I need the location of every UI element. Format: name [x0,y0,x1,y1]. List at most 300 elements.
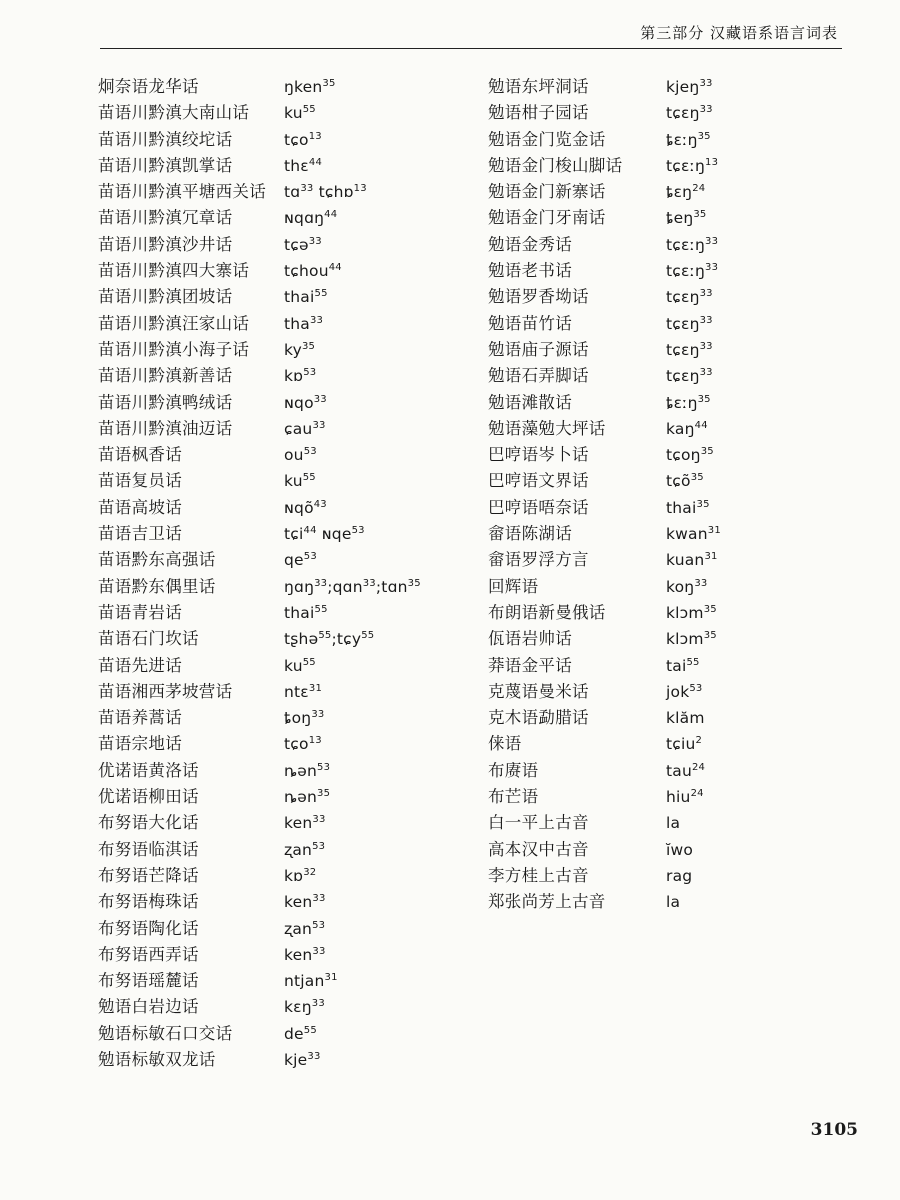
word-form [284,705,324,731]
language-name: 苗语川黔滇沙井话 [98,234,233,254]
phonetic-form: tɕiu [666,735,696,754]
language-name: 李方桂上古音 [488,865,589,885]
language-name: 巴哼语岑卜话 [488,445,589,465]
tone-number: 33 [699,367,713,379]
tone-number: 24 [690,788,704,800]
tone-number: 33 [699,340,713,352]
entry-row [98,284,478,310]
phonetic-form: kɛŋ [284,998,312,1017]
tone-number: 33 [312,945,326,957]
language-name: 布芒语 [488,787,539,807]
phonetic-form: tɕɛːŋ [666,235,706,254]
page-number: 3105 [810,1120,858,1140]
phonetic-form: tau [666,761,692,780]
entry-row [98,863,478,889]
running-header [100,18,842,49]
word-form [284,100,316,126]
entry-row [98,363,478,389]
word-form [666,337,713,363]
language-name: 布努语瑶麓话 [98,971,199,991]
language-name: 苗语川黔滇团坡话 [98,287,233,307]
word-form [284,205,337,231]
language-name: 勉语金门牙南话 [488,208,606,228]
language-name: 克木语勐腊话 [488,708,589,728]
phonetic-form: ŋɑŋ [284,577,315,596]
entry-row [98,232,478,258]
tone-number: 35 [322,78,336,89]
word-form [666,600,717,626]
phonetic-form: tha [284,314,310,333]
entry-row [488,284,848,310]
language-name: 苗语川黔滇汪家山话 [98,313,250,333]
word-form [666,731,702,757]
word-form [666,100,713,126]
language-name: 勉语藻勉大坪话 [488,418,606,438]
language-name: 勉语金秀话 [488,234,572,254]
tone-number: 55 [303,1024,317,1036]
word-form [666,284,713,310]
entry-row [98,521,478,547]
language-name: 布赓语 [488,760,539,780]
phonetic-form: ;qɑn [327,577,363,596]
phonetic-form: kɒ [284,367,304,386]
tone-number: 44 [308,156,323,168]
tone-number: 43 [313,498,327,510]
tone-number: 35 [703,630,717,642]
entry-row [98,942,478,968]
language-name: 勉语罗香坳话 [488,287,589,307]
word-form [284,547,317,573]
entry-row [488,679,848,705]
entry-row [98,547,478,573]
phonetic-form: ȶɛŋ [666,183,693,202]
right-column [488,74,848,916]
phonetic-form: ȶɛːŋ [666,393,698,412]
phonetic-form: ɕau [284,419,313,438]
tone-number: 35 [697,130,711,142]
phonetic-form: ȶoŋ [284,709,312,728]
language-name: 苗语川黔滇油迈话 [98,418,233,438]
phonetic-form: kjeŋ [666,78,700,96]
tone-number: 35 [703,603,717,615]
phonetic-form: thai [284,288,315,307]
entry-row [98,390,478,416]
entry-row [488,337,848,363]
language-name: 布朗语新曼俄话 [488,602,606,622]
entry-row [98,442,478,468]
phonetic-form: tʂhə [284,630,319,649]
phonetic-form: ɴqe [316,525,352,544]
tone-number: 35 [700,446,714,458]
word-form [666,863,692,889]
entry-row [98,994,478,1020]
entry-row [98,127,478,153]
phonetic-form: tɕhou [284,262,329,281]
language-name: 畲语陈湖话 [488,524,572,544]
tone-number: 55 [361,630,375,642]
word-form [666,363,713,389]
phonetic-form: qe [284,551,304,570]
entry-row [488,495,848,521]
word-form [284,416,326,442]
entry-row [98,679,478,705]
phonetic-form: kje [284,1050,308,1069]
language-name: 回辉语 [488,576,539,596]
phonetic-form: tɕõ [666,472,691,491]
tone-number: 13 [705,156,719,168]
tone-number: 33 [300,183,314,195]
phonetic-form: kwan [666,525,708,544]
entry-row [488,468,848,494]
entry-row [98,1047,478,1073]
phonetic-form: klɔm [666,630,704,649]
phonetic-form: ȶɛːŋ [666,130,698,149]
entry-row [488,547,848,573]
entry-row [98,731,478,757]
language-name: 苗语川黔滇绞坨话 [98,129,233,149]
phonetic-form: jok [666,682,690,701]
word-form [666,837,693,863]
word-form [666,679,703,705]
word-form [284,74,336,100]
language-name: 勉语柑子园话 [488,103,589,123]
entry-row [98,311,478,337]
tone-number: 33 [694,577,708,589]
tone-number: 32 [303,866,317,878]
phonetic-form: kaŋ [666,419,695,438]
entry-row [488,863,848,889]
entry-row [488,179,848,205]
entry-row [488,653,848,679]
word-form [284,679,322,705]
language-name: 佤语岩帅话 [488,629,572,649]
language-name: 勉语庙子源话 [488,339,589,359]
language-name: 高本汉中古音 [488,839,589,859]
tone-number: 33 [310,314,324,326]
phonetic-form: tɕhɒ [313,183,354,202]
tone-number: 55 [314,288,328,300]
phonetic-form: ȵən [284,761,318,780]
tone-number: 55 [314,603,328,615]
phonetic-form: klɔm [666,603,704,622]
entry-row [98,889,478,915]
word-form [284,837,325,863]
word-form [284,337,315,363]
left-column [98,74,478,1073]
language-name: 苗语吉卫话 [98,524,182,544]
entry-row [98,100,478,126]
phonetic-form: ŋken [284,78,323,96]
language-name: 苗语湘西茅坡营话 [98,681,233,701]
word-form [284,284,328,310]
word-form [284,810,326,836]
phonetic-form: tɕɛŋ [666,367,700,386]
entry-row [98,495,478,521]
word-form [284,311,323,337]
entry-row [98,916,478,942]
phonetic-form: kuan [666,551,705,570]
tone-number: 31 [707,525,721,537]
entry-row [488,442,848,468]
entry-row [98,1021,478,1047]
phonetic-form: ʐan [284,919,313,938]
language-name: 克蔑语曼米话 [488,681,589,701]
phonetic-form: rag [666,866,693,885]
entry-row [98,258,478,284]
entry-row [488,705,848,731]
word-form [284,363,316,389]
tone-number: 31 [324,972,338,984]
language-name: 巴哼语唔奈话 [488,497,589,517]
phonetic-form: tai [666,656,687,675]
phonetic-form: thai [666,498,697,517]
tone-number: 33 [312,814,326,826]
word-form [284,994,325,1020]
tone-number: 55 [318,630,332,642]
entry-row [488,784,848,810]
phonetic-form: ky [284,340,302,359]
word-form [666,784,704,810]
tone-number: 35 [302,340,316,352]
phonetic-form: ken [284,814,313,833]
word-form [666,416,708,442]
entry-row [488,731,848,757]
tone-number: 55 [686,656,700,668]
entry-row [98,179,478,205]
tone-number: 53 [317,761,331,773]
entry-row [98,705,478,731]
language-name: 勉语东坪洞话 [488,77,589,96]
entry-row [98,837,478,863]
entry-row [98,205,478,231]
phonetic-form: ken [284,893,313,912]
entry-row [98,784,478,810]
language-name: 勉语苗竹话 [488,313,572,333]
phonetic-form: koŋ [666,577,695,596]
word-form [666,758,705,784]
tone-number: 33 [311,709,325,721]
entry-row [98,337,478,363]
word-form [666,468,704,494]
word-form [666,810,680,836]
word-form [666,574,707,600]
word-form [284,258,342,284]
phonetic-form: ɴqo [284,393,314,412]
word-form [284,153,322,179]
word-form [666,442,714,468]
word-form [284,521,365,547]
entry-row [98,600,478,626]
phonetic-form: ku [284,472,303,491]
word-form [284,653,316,679]
phonetic-form: tɕɛŋ [666,288,700,307]
tone-number: 53 [351,525,365,537]
tone-number: 35 [690,472,704,484]
language-name: 苗语川黔滇凯掌话 [98,155,233,175]
entry-row [488,363,848,389]
tone-number: 33 [312,893,326,905]
entry-row [488,100,848,126]
tone-number: 33 [699,104,713,116]
tone-number: 33 [699,78,713,89]
language-name: 苗语复员话 [98,471,182,491]
entry-row [98,74,478,100]
language-name: 苗语养蒿话 [98,708,182,728]
word-form [666,232,718,258]
word-form [284,731,322,757]
entry-row [488,258,848,284]
phonetic-form: tɕi [284,525,304,544]
word-form [666,521,721,547]
entry-row [488,74,848,100]
tone-number: 44 [328,262,342,274]
entry-row [488,205,848,231]
language-name: 苗语川黔滇新善话 [98,366,233,386]
entry-row [488,153,848,179]
word-form [666,153,718,179]
word-form [666,205,706,231]
tone-number: 44 [324,209,338,221]
word-form [666,653,700,679]
language-name: 布努语芒降话 [98,865,199,885]
tone-number: 53 [689,682,703,694]
word-form [284,1021,317,1047]
tone-number: 33 [311,998,325,1010]
phonetic-form: tɕə [284,235,309,254]
phonetic-form: ken [284,945,313,964]
language-name: 苗语高坡话 [98,497,182,517]
word-form [666,258,718,284]
tone-number: 33 [313,393,327,405]
language-name: 巴哼语文界话 [488,471,589,491]
tone-number: 53 [312,919,326,931]
tone-number: 35 [697,393,711,405]
phonetic-form: tɕo [284,735,309,754]
word-form [284,863,316,889]
tone-number: 13 [353,183,367,195]
phonetic-form: ȶeŋ [666,209,694,228]
entry-row [488,837,848,863]
word-form [666,127,711,153]
phonetic-form: ;tɕy [331,630,362,649]
entry-row [488,311,848,337]
word-form [666,390,711,416]
phonetic-form: tɕɛːŋ [666,262,706,281]
phonetic-form: la [666,893,681,912]
language-name: 苗语石门坎话 [98,629,199,649]
phonetic-form: tɕɛŋ [666,340,700,359]
tone-number: 35 [693,209,707,221]
entry-row [98,574,478,600]
language-name: 勉语标敏石口交话 [98,1023,233,1043]
entry-row [488,889,848,915]
tone-number: 33 [699,314,713,326]
entry-row [488,574,848,600]
phonetic-form: thɛ [284,156,309,175]
phonetic-form: ĭwo [666,840,694,859]
header-title: 第三部分 汉藏语系语言词表 [640,24,838,42]
entry-row [488,416,848,442]
language-name: 布努语陶化话 [98,918,199,938]
word-form [666,705,705,731]
word-form [666,495,710,521]
language-name: 勉语金门新寨话 [488,182,606,202]
language-name: 苗语川黔滇大南山话 [98,103,250,123]
language-name: 布努语大化话 [98,813,199,833]
language-name: 苗语黔东偶里话 [98,576,216,596]
language-name: 莽语金平话 [488,655,572,675]
phonetic-form: tɕɛŋ [666,104,700,123]
word-form [284,390,327,416]
language-name: 苗语枫香话 [98,445,182,465]
tone-number: 33 [705,262,719,274]
language-name: 勉语老书话 [488,261,572,281]
tone-number: 13 [308,735,322,747]
word-form [284,942,326,968]
language-name: 布努语西弄话 [98,944,199,964]
entry-row [488,810,848,836]
language-name: 白一平上古音 [488,813,589,833]
tone-number: 33 [314,577,328,589]
language-name: 布努语临淇话 [98,839,199,859]
language-name: 郑张尚芳上古音 [488,892,606,912]
phonetic-form: ;tɑn [375,577,408,596]
word-form [666,889,680,915]
language-name: 勉语金门览金话 [488,129,606,149]
word-form [284,179,367,205]
phonetic-form: ɴqɑŋ [284,209,325,228]
language-name: 勉语白岩边话 [98,997,199,1017]
tone-number: 44 [303,525,317,537]
tone-number: 2 [695,735,703,747]
tone-number: 33 [312,419,326,431]
entry-row [488,521,848,547]
word-form [666,179,705,205]
phonetic-form: ku [284,656,303,675]
word-form [284,442,317,468]
language-name: 苗语青岩话 [98,602,182,622]
language-name: 苗语川黔滇冗章话 [98,208,233,228]
phonetic-form: tɕo [284,130,309,149]
entry-row [98,653,478,679]
tone-number: 31 [308,682,323,694]
entry-row [98,810,478,836]
tone-number: 55 [302,656,316,668]
tone-number: 31 [704,551,718,563]
language-name: 俫语 [488,734,522,754]
word-form [284,889,326,915]
phonetic-form: tɕoŋ [666,446,701,465]
word-form [284,758,330,784]
language-name: 布努语梅珠话 [98,892,199,912]
phonetic-form: tɕɛːŋ [666,156,706,175]
phonetic-form: la [666,814,681,833]
tone-number: 53 [303,551,317,563]
phonetic-form: tɕɛŋ [666,314,700,333]
phonetic-form: ou [284,446,304,465]
phonetic-form: ku [284,104,303,123]
tone-number: 24 [692,183,706,195]
language-name: 苗语宗地话 [98,734,182,754]
word-form [284,600,328,626]
tone-number: 35 [317,788,331,800]
tone-number: 55 [302,472,316,484]
phonetic-form: ntjan [284,972,325,991]
tone-number: 33 [307,1050,321,1062]
entry-row [488,390,848,416]
word-form [284,468,316,494]
tone-number: 24 [692,761,706,773]
